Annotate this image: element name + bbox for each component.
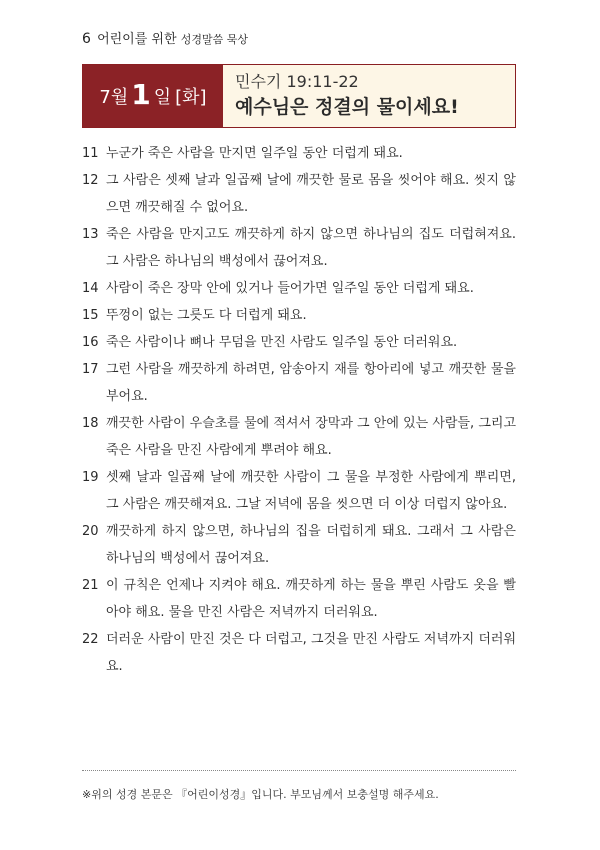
verse-text: 셋째 날과 일곱째 날에 깨끗한 사람이 그 물을 부정한 사람에게 뿌리면, 그 사람은 깨끗해져요. 그날 저녁에 몸을 씻으면 더 이상 더럽지 않아요. <box>106 470 516 512</box>
verse-number: 20 <box>82 524 99 539</box>
verse-12 <box>82 167 516 221</box>
verse-21 <box>82 572 516 626</box>
footnote: ※위의 성경 본문은 『어린이성경』입니다. 부모님께서 보충설명 해주세요. <box>82 788 439 801</box>
verse-number: 12 <box>82 173 99 188</box>
book-title: 어린이를 위한 <box>97 32 177 47</box>
date-block <box>83 65 223 127</box>
book-subtitle: 성경말씀 묵상 <box>180 33 248 46</box>
verse-13 <box>82 221 516 275</box>
verse-text: 죽은 사람이나 뼈나 무덤을 만진 사람도 일주일 동안 더러워요. <box>106 335 458 350</box>
verse-22 <box>82 626 516 680</box>
verse-text: 깨끗하게 하지 않으면, 하나님의 집을 더럽히게 돼요. 그래서 그 사람은 하나님의 백성에서 끊어져요. <box>106 524 516 566</box>
verse-text: 그 사람은 셋째 날과 일곱째 날에 깨끗한 물로 몸을 씻어야 해요. 씻지 않으면 깨끗해질 수 없어요. <box>106 173 516 215</box>
verse-19 <box>82 464 516 518</box>
verse-number: 14 <box>82 281 99 296</box>
verse-number: 19 <box>82 470 99 485</box>
verse-number: 11 <box>82 146 99 161</box>
verse-text: 더러운 사람이 만진 것은 다 더럽고, 그것을 만진 사람도 저녁까지 더러워요. <box>106 632 516 674</box>
verse-text: 누군가 죽은 사람을 만지면 일주일 동안 더럽게 돼요. <box>106 146 403 161</box>
verse-number: 13 <box>82 227 99 242</box>
verse-number: 22 <box>82 632 99 647</box>
verse-text: 뚜껑이 없는 그릇도 다 더럽게 돼요. <box>106 308 307 323</box>
date-weekday: [화] <box>175 87 207 108</box>
verse-18 <box>82 410 516 464</box>
title-panel <box>223 65 515 127</box>
date-day-suffix: 일 <box>153 87 172 108</box>
verse-number: 17 <box>82 362 99 377</box>
scripture-reference: 민수기 19:11-22 <box>235 72 359 91</box>
date-day: 1 <box>131 77 151 111</box>
devotion-title-box <box>82 64 516 128</box>
verse-text: 깨끗한 사람이 우슬초를 물에 적셔서 장막과 그 안에 있는 사람들, 그리고 죽은 사람을 만진 사람에게 뿌려야 해요. <box>106 416 516 458</box>
date-month: 7월 <box>99 87 129 108</box>
verse-text: 죽은 사람을 만지고도 깨끗하게 하지 않으면 하나님의 집도 더럽혀져요. 그 사람은 하나님의 백성에서 끊어져요. <box>106 227 516 269</box>
scripture-text <box>82 140 516 680</box>
verse-number: 16 <box>82 335 99 350</box>
footer-divider <box>82 770 516 771</box>
verse-number: 21 <box>82 578 99 593</box>
verse-20 <box>82 518 516 572</box>
verse-16 <box>82 329 516 356</box>
running-head <box>82 28 248 47</box>
verse-text: 사람이 죽은 장막 안에 있거나 들어가면 일주일 동안 더럽게 돼요. <box>106 281 474 296</box>
verse-15 <box>82 302 516 329</box>
page-number: 6 <box>82 31 91 47</box>
verse-text: 그런 사람을 깨끗하게 하려면, 암송아지 재를 항아리에 넣고 깨끗한 물을 부어요. <box>106 362 516 404</box>
verse-number: 18 <box>82 416 99 431</box>
verse-number: 15 <box>82 308 99 323</box>
verse-17 <box>82 356 516 410</box>
verse-text: 이 규칙은 언제나 지켜야 해요. 깨끗하게 하는 물을 뿌린 사람도 옷을 빨아야 해요. 물을 만진 사람은 저녁까지 더러워요. <box>106 578 516 620</box>
verse-11 <box>82 140 516 167</box>
page-title: 예수님은 정결의 물이세요! <box>235 96 459 118</box>
verse-14 <box>82 275 516 302</box>
